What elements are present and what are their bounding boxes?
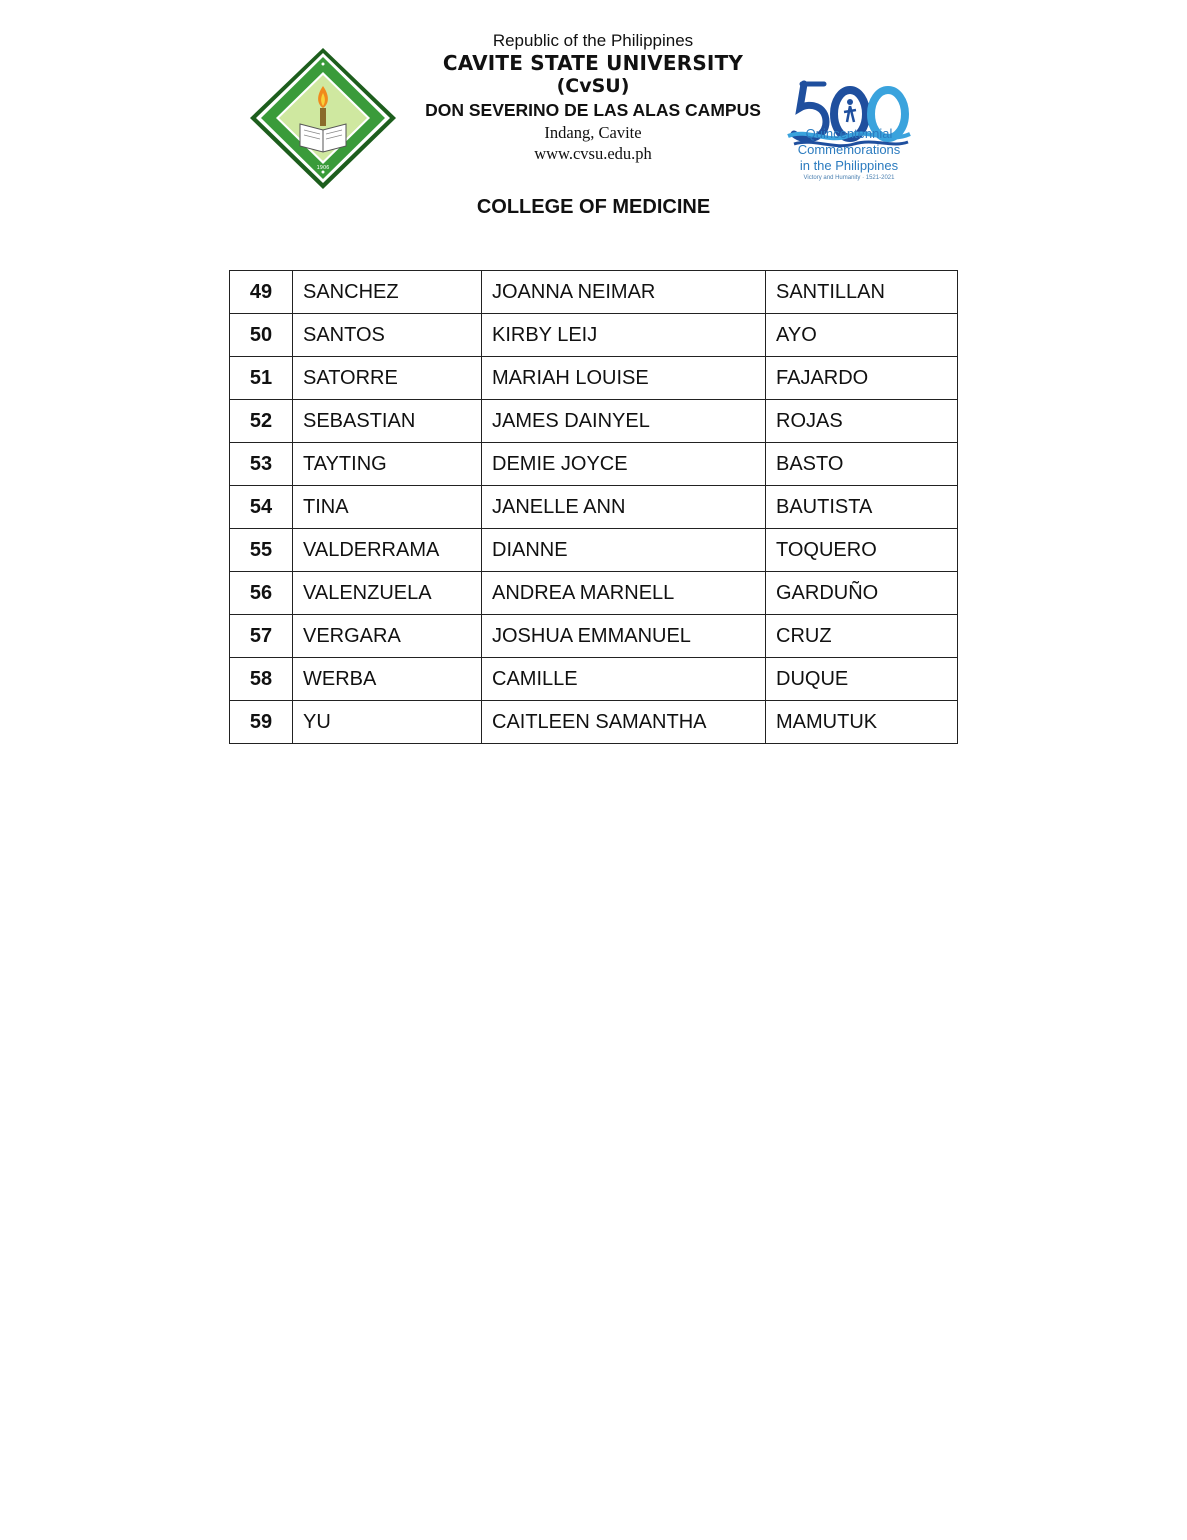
middle-name-cell: GARDUÑO [766, 572, 958, 615]
row-number: 58 [230, 658, 293, 701]
campus-name: DON SEVERINO DE LAS ALAS CAMPUS [425, 100, 761, 120]
middle-name-cell: TOQUERO [766, 529, 958, 572]
table-row [230, 701, 958, 744]
middle-name-cell: FAJARDO [766, 357, 958, 400]
middle-name-cell: BAUTISTA [766, 486, 958, 529]
last-name-cell: WERBA [293, 658, 482, 701]
middle-name-cell: MAMUTUK [766, 701, 958, 744]
table-row [230, 658, 958, 701]
logo-caption-quincentennial: Quincentennial [805, 126, 893, 141]
first-name-cell: DIANNE [482, 529, 766, 572]
roster-body [230, 271, 958, 744]
last-name-cell: SANTOS [293, 314, 482, 357]
row-number: 53 [230, 443, 293, 486]
svg-text:1906: 1906 [316, 165, 330, 171]
row-number: 49 [230, 271, 293, 314]
university-website: www.cvsu.edu.ph [534, 144, 652, 163]
table-row [230, 486, 958, 529]
last-name-cell: YU [293, 701, 482, 744]
college-title: COLLEGE OF MEDICINE [476, 196, 711, 218]
middle-name-cell: SANTILLAN [766, 271, 958, 314]
first-name-cell: ANDREA MARNELL [482, 572, 766, 615]
row-number: 54 [230, 486, 293, 529]
middle-name-cell: AYO [766, 314, 958, 357]
university-abbreviation: (CvSU) [556, 75, 630, 97]
institution-heading [393, 30, 793, 164]
middle-name-cell: BASTO [766, 443, 958, 486]
middle-name-cell: DUQUE [766, 658, 958, 701]
table-row [230, 572, 958, 615]
row-number: 59 [230, 701, 293, 744]
last-name-cell: TINA [293, 486, 482, 529]
first-name-cell: JANELLE ANN [482, 486, 766, 529]
row-number: 52 [230, 400, 293, 443]
university-name: CAVITE STATE UNIVERSITY [442, 51, 744, 75]
logo-caption-tagline: Victory and Humanity · 1521-2021 [803, 175, 895, 181]
row-number: 50 [230, 314, 293, 357]
last-name-cell: VALDERRAMA [293, 529, 482, 572]
first-name-cell: MARIAH LOUISE [482, 357, 766, 400]
row-number: 55 [230, 529, 293, 572]
last-name-cell: VALENZUELA [293, 572, 482, 615]
university-seal-icon [248, 46, 398, 191]
last-name-cell: TAYTING [293, 443, 482, 486]
last-name-cell: VERGARA [293, 615, 482, 658]
table-row [230, 271, 958, 314]
last-name-cell: SATORRE [293, 357, 482, 400]
table-row [230, 443, 958, 486]
logo-caption-philippines: in the Philippines [799, 158, 899, 173]
first-name-cell: KIRBY LEIJ [482, 314, 766, 357]
table-row [230, 314, 958, 357]
middle-name-cell: ROJAS [766, 400, 958, 443]
last-name-cell: SANCHEZ [293, 271, 482, 314]
last-name-cell: SEBASTIAN [293, 400, 482, 443]
table-row [230, 615, 958, 658]
first-name-cell: JAMES DAINYEL [482, 400, 766, 443]
first-name-cell: CAMILLE [482, 658, 766, 701]
logo-caption-commemorations: Commemorations [797, 142, 901, 157]
table-row [230, 400, 958, 443]
campus-location: Indang, Cavite [544, 123, 642, 142]
table-row [230, 529, 958, 572]
letterhead [0, 0, 1187, 240]
student-roster-table [229, 270, 958, 744]
first-name-cell: CAITLEEN SAMANTHA [482, 701, 766, 744]
row-number: 57 [230, 615, 293, 658]
middle-name-cell: CRUZ [766, 615, 958, 658]
first-name-cell: JOANNA NEIMAR [482, 271, 766, 314]
table-row [230, 357, 958, 400]
republic-line: Republic of the Philippines [492, 31, 694, 50]
first-name-cell: JOSHUA EMMANUEL [482, 615, 766, 658]
row-number: 56 [230, 572, 293, 615]
first-name-cell: DEMIE JOYCE [482, 443, 766, 486]
row-number: 51 [230, 357, 293, 400]
